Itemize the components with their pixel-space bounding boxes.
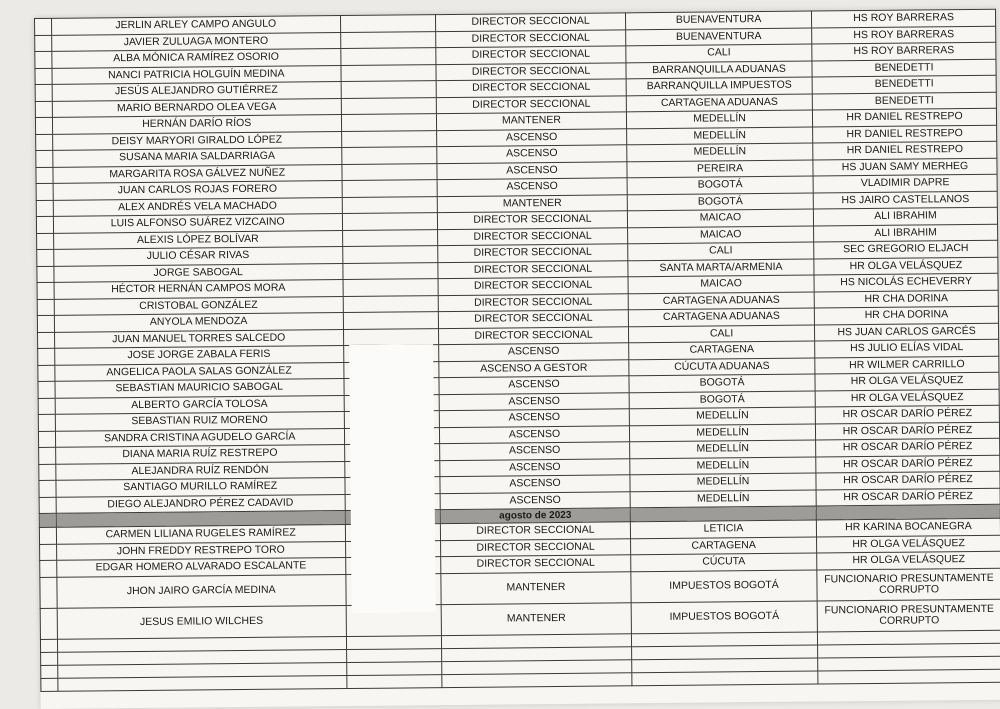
name-cell: ALBERTO GARCÍA TOLOSA: [55, 395, 344, 414]
sponsor-cell: HS NICOLÁS ECHEVERRY: [814, 273, 998, 291]
separator-label: agosto de 2023: [440, 508, 630, 524]
location-cell: BUENAVENTURA: [626, 28, 812, 46]
location-cell: MEDELLÍN: [630, 440, 816, 458]
name-cell: MARIO BERNARDO OLEA VEGA: [52, 98, 341, 117]
row-number-cell: [38, 381, 55, 398]
blank-cell: [341, 114, 436, 131]
action-cell: MANTENER: [436, 112, 626, 130]
action-cell: DIRECTOR SECCIONAL: [437, 211, 627, 229]
empty-cell: [41, 665, 58, 678]
location-cell: BOGOTÁ: [627, 193, 813, 211]
location-cell: LETICIA: [630, 520, 816, 538]
row-number-cell: [40, 544, 57, 561]
row-number-cell: [35, 18, 52, 35]
row-number-cell: [35, 84, 52, 101]
row-number-cell: [37, 233, 54, 250]
row-number-cell: [36, 134, 53, 151]
location-cell: CARTAGENA ADUANAS: [628, 308, 814, 326]
name-cell: CRISTOBAL GONZÁLEZ: [54, 296, 343, 315]
action-cell: DIRECTOR SECCIONAL: [435, 13, 625, 31]
blank-cell: [341, 81, 436, 98]
name-cell: DIANA MARIA RUÍZ RESTREPO: [55, 445, 344, 464]
action-cell: ASCENSO: [439, 425, 629, 443]
name-cell: ALEX ANDRÉS VELA MACHADO: [53, 197, 342, 216]
sponsor-cell: HS ROY BARRERAS: [812, 9, 996, 27]
blank-cell: [342, 196, 437, 213]
name-cell: ANGELICA PAOLA SALAS GONZÁLEZ: [54, 362, 343, 381]
action-cell: ASCENSO: [437, 161, 627, 179]
action-cell: DIRECTOR SECCIONAL: [436, 29, 626, 47]
blank-cell: [342, 163, 437, 180]
action-cell: DIRECTOR SECCIONAL: [436, 79, 626, 97]
location-cell: MEDELLÍN: [629, 407, 815, 425]
blank-cell: [342, 180, 437, 197]
empty-cell: [818, 669, 1000, 684]
name-cell: MARGARITA ROSA GÁLVEZ NUÑEZ: [52, 164, 341, 183]
name-cell: EDGAR HOMERO ALVARADO ESCALANTE: [56, 558, 345, 577]
location-cell: MAICAO: [628, 226, 814, 244]
location-cell: CÚCUTA ADUANAS: [629, 358, 815, 376]
name-cell: JUAN MANUEL TORRES SALCEDO: [54, 329, 343, 348]
row-number-cell: [37, 299, 54, 316]
action-cell: DIRECTOR SECCIONAL: [438, 326, 628, 344]
row-number-cell: [35, 101, 52, 118]
name-cell: JUAN CARLOS ROJAS FORERO: [53, 181, 342, 200]
location-cell: MEDELLÍN: [629, 424, 815, 442]
location-cell: MEDELLÍN: [630, 473, 816, 491]
separator-cell: [39, 513, 56, 527]
row-number-cell: [38, 332, 55, 349]
action-cell: ASCENSO: [439, 409, 629, 427]
row-number-cell: [35, 51, 52, 68]
redacted-area: [349, 344, 436, 613]
name-cell: ALEXIS LÓPEZ BOLÍVAR: [53, 230, 342, 249]
name-cell: SANTIAGO MURILLO RAMÍREZ: [55, 478, 344, 497]
row-number-cell: [40, 560, 57, 577]
name-cell: SANDRA CRISTINA AGUDELO GARCÍA: [55, 428, 344, 447]
blank-cell: [341, 130, 436, 147]
blank-cell: [342, 229, 437, 246]
sponsor-cell: BENEDETTI: [812, 59, 996, 77]
officials-table: [34, 9, 1000, 692]
location-cell: CARTAGENA: [629, 341, 815, 359]
sponsor-cell: BENEDETTI: [812, 75, 996, 93]
row-number-cell: [37, 249, 54, 266]
action-cell: ASCENSO: [439, 343, 629, 361]
name-cell: JESÚS ALEJANDRO GUTIÉRREZ: [52, 82, 341, 101]
name-cell: ANYOLA MENDOZA: [54, 313, 343, 332]
location-cell: MAICAO: [627, 209, 813, 227]
name-cell: DEISY MARYORI GIRALDO LÓPEZ: [52, 131, 341, 150]
location-cell: CARTAGENA ADUANAS: [628, 292, 814, 310]
empty-cell: [347, 674, 442, 688]
blank-cell: [342, 213, 437, 230]
sponsor-cell: HR CHA DORINA: [814, 306, 998, 324]
row-number-cell: [35, 68, 52, 85]
name-cell: JESUS EMILIO WILCHES: [57, 605, 347, 639]
action-cell: DIRECTOR SECCIONAL: [436, 46, 626, 64]
name-cell: JOHN FREDDY RESTREPO TORO: [56, 541, 345, 560]
action-cell: DIRECTOR SECCIONAL: [438, 260, 628, 278]
name-cell: NANCI PATRICIA HOLGUÍN MEDINA: [52, 65, 341, 84]
empty-cell: [41, 678, 58, 691]
row-number-cell: [36, 216, 53, 233]
blank-cell: [342, 147, 437, 164]
action-cell: ASCENSO: [437, 178, 627, 196]
row-number-cell: [38, 414, 55, 431]
sponsor-cell: HR CHA DORINA: [814, 290, 998, 308]
location-cell: IMPUESTOS BOGOTÁ: [631, 601, 817, 634]
sponsor-cell: HS ROY BARRERAS: [812, 26, 996, 44]
sponsor-cell: BENEDETTI: [812, 92, 996, 110]
name-cell: HERNÁN DARÍO RÍOS: [52, 115, 341, 134]
location-cell: SANTA MARTA/ARMENIA: [628, 259, 814, 277]
sponsor-cell: HR OLGA VELÁSQUEZ: [814, 257, 998, 275]
sponsor-cell: HR OLGA VELÁSQUEZ: [817, 535, 1000, 553]
action-cell: DIRECTOR SECCIONAL: [436, 62, 626, 80]
sponsor-cell: HR OSCAR DARÍO PÉREZ: [815, 405, 999, 423]
row-number-cell: [37, 282, 54, 299]
location-cell: CALI: [629, 325, 815, 343]
name-cell: SEBASTIAN MAURICIO SABOGAL: [55, 379, 344, 398]
blank-cell: [341, 97, 436, 114]
location-cell: CÚCUTA: [631, 553, 817, 571]
name-cell: JORGE SABOGAL: [53, 263, 342, 282]
action-cell: DIRECTOR SECCIONAL: [438, 244, 628, 262]
action-cell: DIRECTOR SECCIONAL: [438, 310, 628, 328]
sponsor-cell: HR WILMER CARRILLO: [815, 356, 999, 374]
action-cell: DIRECTOR SECCIONAL: [438, 277, 628, 295]
sponsor-cell: VLADIMIR DAPRE: [813, 174, 997, 192]
row-number-cell: [39, 464, 56, 481]
document-sheet: [34, 9, 1000, 709]
row-number-cell: [36, 200, 53, 217]
action-cell: ASCENSO: [440, 491, 630, 509]
name-cell: JULIO CÉSAR RIVAS: [53, 247, 342, 266]
sponsor-cell: HS JUAN CARLOS GARCÉS: [815, 323, 999, 341]
location-cell: BOGOTÁ: [627, 176, 813, 194]
sponsor-cell: FUNCIONARIO PRESUNTAMENTE CORRUPTO: [817, 568, 1000, 601]
blank-cell: [343, 312, 438, 329]
empty-cell: [40, 639, 57, 652]
location-cell: MEDELLÍN: [626, 110, 812, 128]
action-cell: ASCENSO A GESTOR: [439, 359, 629, 377]
location-cell: MEDELLÍN: [630, 490, 816, 508]
row-number-cell: [38, 431, 55, 448]
sponsor-cell: SEC GREGORIO ELJACH: [814, 240, 998, 258]
empty-cell: [632, 671, 818, 686]
action-cell: ASCENSO: [437, 128, 627, 146]
row-number-cell: [38, 398, 55, 415]
blank-cell: [343, 328, 438, 345]
blank-cell: [343, 279, 438, 296]
location-cell: MEDELLÍN: [627, 127, 813, 145]
sponsor-cell: HS ROY BARRERAS: [812, 42, 996, 60]
location-cell: PEREIRA: [627, 160, 813, 178]
sponsor-cell: HR OSCAR DARÍO PÉREZ: [815, 422, 999, 440]
empty-cell: [346, 648, 441, 662]
action-cell: ASCENSO: [439, 376, 629, 394]
row-number-cell: [37, 315, 54, 332]
name-cell: SUSANA MARIA SALDARRIAGA: [52, 148, 341, 167]
location-cell: CARTAGENA ADUANAS: [626, 94, 812, 112]
action-cell: ASCENSO: [440, 475, 630, 493]
action-cell: DIRECTOR SECCIONAL: [440, 522, 630, 540]
empty-cell: [41, 652, 58, 665]
row-number-cell: [37, 266, 54, 283]
row-number-cell: [40, 577, 57, 608]
location-cell: BARRANQUILLA ADUANAS: [626, 61, 812, 79]
action-cell: DIRECTOR SECCIONAL: [436, 95, 626, 113]
blank-cell: [343, 246, 438, 263]
empty-cell: [57, 675, 346, 691]
blank-cell: [343, 295, 438, 312]
row-number-cell: [38, 348, 55, 365]
action-cell: DIRECTOR SECCIONAL: [440, 538, 630, 556]
sponsor-cell: HS JUAN SAMY MERHEG: [813, 158, 997, 176]
blank-cell: [341, 48, 436, 65]
row-number-cell: [35, 117, 52, 134]
blank-cell: [343, 262, 438, 279]
action-cell: MANTENER: [441, 571, 631, 604]
sponsor-cell: ALI IBRAHIM: [813, 207, 997, 225]
sponsor-cell: HR OLGA VELÁSQUEZ: [815, 372, 999, 390]
action-cell: ASCENSO: [439, 392, 629, 410]
location-cell: BARRANQUILLA IMPUESTOS: [626, 77, 812, 95]
sponsor-cell: ALI IBRAHIM: [814, 224, 998, 242]
name-cell: HÉCTOR HERNÁN CAMPOS MORA: [54, 280, 343, 299]
row-number-cell: [35, 35, 52, 52]
empty-cell: [346, 635, 441, 649]
action-cell: ASCENSO: [440, 442, 630, 460]
sponsor-cell: HR KARINA BOCANEGRA: [816, 518, 1000, 536]
action-cell: DIRECTOR SECCIONAL: [438, 293, 628, 311]
sponsor-cell: HR OSCAR DARÍO PÉREZ: [816, 488, 1000, 506]
name-cell: ALEJANDRA RUÍZ RENDÓN: [55, 461, 344, 480]
name-cell: LUIS ALFONSO SUÁREZ VIZCAINO: [53, 214, 342, 233]
sponsor-cell: HS JULIO ELÍAS VIDAL: [815, 339, 999, 357]
action-cell: DIRECTOR SECCIONAL: [437, 227, 627, 245]
row-number-cell: [39, 447, 56, 464]
name-cell: CARMEN LILIANA RUGELES RAMÍREZ: [56, 525, 345, 544]
location-cell: CALI: [626, 44, 812, 62]
action-cell: ASCENSO: [437, 145, 627, 163]
empty-cell: [347, 661, 442, 675]
sponsor-cell: HR OSCAR DARÍO PÉREZ: [816, 471, 1000, 489]
name-cell: JOSE JORGE ZABALA FERIS: [54, 346, 343, 365]
sponsor-cell: HR OLGA VELÁSQUEZ: [817, 551, 1000, 569]
location-cell: CALI: [628, 242, 814, 260]
sponsor-cell: HR OSCAR DARÍO PÉREZ: [816, 455, 1000, 473]
row-number-cell: [36, 183, 53, 200]
row-number-cell: [40, 608, 57, 639]
name-cell: JHON JAIRO GARCÍA MEDINA: [56, 574, 346, 608]
sponsor-cell: FUNCIONARIO PRESUNTAMENTE CORRUPTO: [817, 599, 1000, 632]
action-cell: MANTENER: [441, 602, 631, 635]
sponsor-cell: HR OLGA VELÁSQUEZ: [815, 389, 999, 407]
empty-cell: [442, 672, 632, 687]
row-number-cell: [36, 167, 53, 184]
row-number-cell: [39, 527, 56, 544]
action-cell: ASCENSO: [440, 458, 630, 476]
sponsor-cell: HS JAIRO CASTELLANOS: [813, 191, 997, 209]
name-cell: ALBA MÓNICA RAMÍREZ OSORIO: [51, 49, 340, 68]
location-cell: IMPUESTOS BOGOTÁ: [631, 570, 817, 603]
location-cell: BUENAVENTURA: [626, 11, 812, 29]
action-cell: DIRECTOR SECCIONAL: [441, 555, 631, 573]
location-cell: BOGOTÁ: [629, 391, 815, 409]
blank-cell: [341, 31, 436, 48]
blank-cell: [341, 64, 436, 81]
sponsor-cell: HR DANIEL RESTREPO: [813, 141, 997, 159]
location-cell: BOGOTÁ: [629, 374, 815, 392]
row-number-cell: [39, 480, 56, 497]
name-cell: DIEGO ALEJANDRO PÉREZ CADAVID: [56, 494, 345, 513]
action-cell: MANTENER: [437, 194, 627, 212]
location-cell: MEDELLÍN: [627, 143, 813, 161]
row-number-cell: [36, 150, 53, 167]
row-number-cell: [38, 365, 55, 382]
sponsor-cell: HR DANIEL RESTREPO: [813, 125, 997, 143]
blank-cell: [340, 15, 435, 32]
sponsor-cell: HR OSCAR DARÍO PÉREZ: [816, 438, 1000, 456]
location-cell: MEDELLÍN: [630, 457, 816, 475]
name-cell: SEBASTIAN RUIZ MORENO: [55, 412, 344, 431]
location-cell: CARTAGENA: [631, 537, 817, 555]
name-cell: JAVIER ZULUAGA MONTERO: [51, 32, 340, 51]
sponsor-cell: HR DANIEL RESTREPO: [812, 108, 996, 126]
name-cell: JERLIN ARLEY CAMPO ANGULO: [51, 16, 340, 35]
location-cell: MAICAO: [628, 275, 814, 293]
row-number-cell: [39, 497, 56, 514]
